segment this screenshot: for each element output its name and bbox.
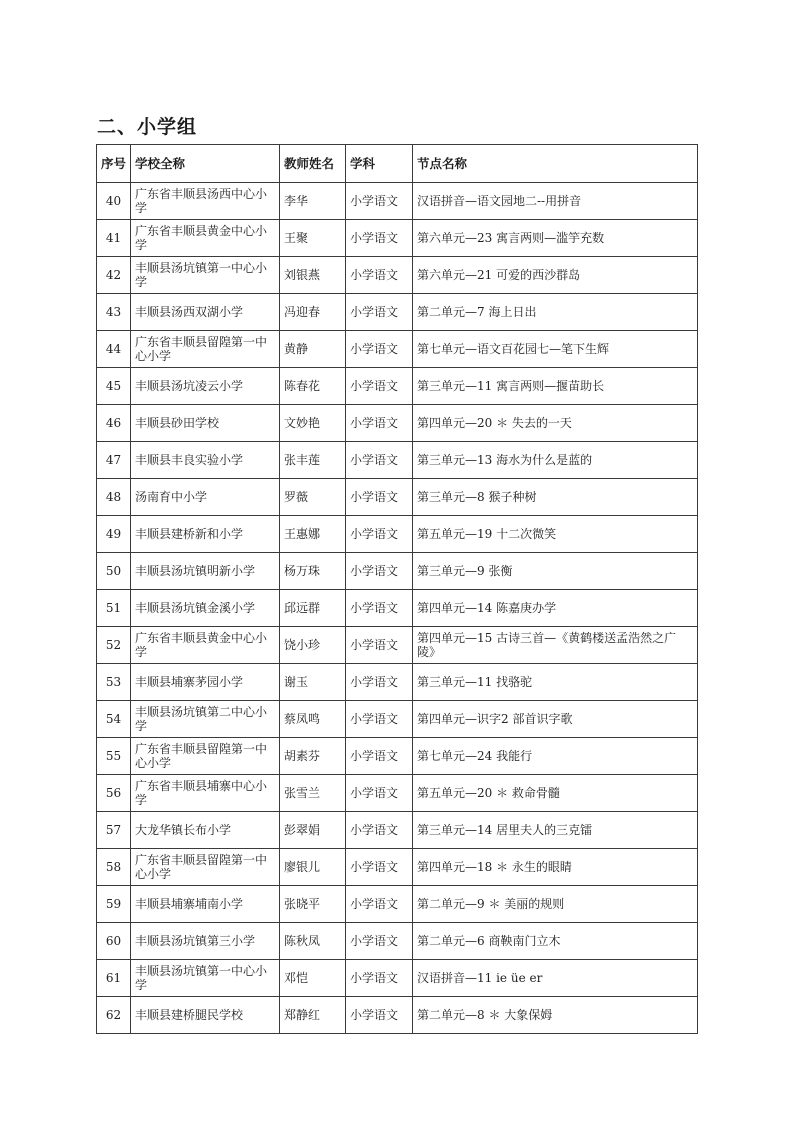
cell-lesson: 第四单元—18 ＊ 永生的眼睛 [413,849,698,886]
cell-teacher: 黄静 [280,331,346,368]
cell-school: 大龙华镇长布小学 [131,812,280,849]
cell-no: 51 [97,590,131,627]
cell-school: 丰顺县汤坑镇明新小学 [131,553,280,590]
cell-subject: 小学语文 [346,331,413,368]
cell-lesson: 第四单元—15 古诗三首—《黄鹤楼送孟浩然之广陵》 [413,627,698,664]
cell-lesson: 第四单元—识字2 部首识字歌 [413,701,698,738]
table-row [97,960,698,997]
cell-teacher: 彭翠娟 [280,812,346,849]
table-row [97,590,698,627]
table-row [97,183,698,220]
cell-no: 41 [97,220,131,257]
cell-lesson: 第二单元—8 ＊ 大象保姆 [413,997,698,1034]
cell-school: 广东省丰顺县留隍第一中心小学 [131,738,280,775]
table-row [97,294,698,331]
cell-school: 广东省丰顺县黄金中心小学 [131,220,280,257]
cell-school: 丰顺县埔寨茅园小学 [131,664,280,701]
cell-subject: 小学语文 [346,257,413,294]
cell-teacher: 谢玉 [280,664,346,701]
cell-subject: 小学语文 [346,553,413,590]
cell-no: 47 [97,442,131,479]
cell-subject: 小学语文 [346,183,413,220]
cell-school: 广东省丰顺县埔寨中心小学 [131,775,280,812]
cell-school: 广东省丰顺县黄金中心小学 [131,627,280,664]
cell-no: 44 [97,331,131,368]
cell-no: 57 [97,812,131,849]
cell-no: 46 [97,405,131,442]
cell-subject: 小学语文 [346,516,413,553]
cell-no: 62 [97,997,131,1034]
cell-teacher: 饶小珍 [280,627,346,664]
cell-no: 50 [97,553,131,590]
cell-lesson: 第二单元—9 ＊ 美丽的规则 [413,886,698,923]
cell-teacher: 邱远群 [280,590,346,627]
table-row [97,664,698,701]
table-row [97,849,698,886]
cell-teacher: 廖银儿 [280,849,346,886]
cell-teacher: 王惠娜 [280,516,346,553]
cell-lesson: 第四单元—20 ＊ 失去的一天 [413,405,698,442]
cell-no: 45 [97,368,131,405]
cell-school: 丰顺县丰良实验小学 [131,442,280,479]
cell-teacher: 刘银燕 [280,257,346,294]
cell-teacher: 冯迎春 [280,294,346,331]
cell-subject: 小学语文 [346,405,413,442]
cell-teacher: 蔡凤鸣 [280,701,346,738]
header-school: 学校全称 [131,145,280,183]
table-row [97,553,698,590]
table-row [97,701,698,738]
table-row [97,405,698,442]
cell-subject: 小学语文 [346,997,413,1034]
cell-subject: 小学语文 [346,960,413,997]
cell-subject: 小学语文 [346,664,413,701]
cell-lesson: 第三单元—11 寓言两则—揠苗助长 [413,368,698,405]
cell-lesson: 第七单元—语文百花园七—笔下生辉 [413,331,698,368]
cell-teacher: 胡素芬 [280,738,346,775]
cell-school: 广东省丰顺县留隍第一中心小学 [131,331,280,368]
cell-teacher: 张晓平 [280,886,346,923]
cell-no: 48 [97,479,131,516]
header-lesson: 节点名称 [413,145,698,183]
table-row [97,738,698,775]
table-row [97,479,698,516]
cell-lesson: 汉语拼音—11 ie üe er [413,960,698,997]
cell-subject: 小学语文 [346,294,413,331]
table-row [97,812,698,849]
cell-teacher: 文妙艳 [280,405,346,442]
table-row [97,886,698,923]
cell-school: 丰顺县汤坑镇第一中心小学 [131,257,280,294]
table-row [97,516,698,553]
cell-lesson: 第五单元—20 ＊ 救命骨髓 [413,775,698,812]
cell-school: 丰顺县建桥腿民学校 [131,997,280,1034]
cell-school: 广东省丰顺县汤西中心小学 [131,183,280,220]
cell-school: 丰顺县汤坑镇第二中心小学 [131,701,280,738]
cell-lesson: 第四单元—14 陈嘉庚办学 [413,590,698,627]
cell-school: 丰顺县汤坑凌云小学 [131,368,280,405]
cell-subject: 小学语文 [346,627,413,664]
cell-subject: 小学语文 [346,775,413,812]
cell-lesson: 第七单元—24 我能行 [413,738,698,775]
cell-school: 广东省丰顺县留隍第一中心小学 [131,849,280,886]
cell-school: 丰顺县建桥新和小学 [131,516,280,553]
cell-teacher: 杨万珠 [280,553,346,590]
cell-subject: 小学语文 [346,738,413,775]
cell-no: 53 [97,664,131,701]
cell-no: 61 [97,960,131,997]
cell-no: 60 [97,923,131,960]
cell-subject: 小学语文 [346,701,413,738]
cell-teacher: 张丰莲 [280,442,346,479]
cell-lesson: 第六单元—21 可爱的西沙群岛 [413,257,698,294]
cell-subject: 小学语文 [346,886,413,923]
cell-school: 丰顺县埔寨埔南小学 [131,886,280,923]
cell-lesson: 第三单元—9 张衡 [413,553,698,590]
cell-lesson: 汉语拼音—语文园地二--用拼音 [413,183,698,220]
cell-lesson: 第三单元—8 猴子种树 [413,479,698,516]
table-row [97,923,698,960]
cell-no: 59 [97,886,131,923]
cell-lesson: 第三单元—14 居里夫人的三克镭 [413,812,698,849]
cell-subject: 小学语文 [346,479,413,516]
section-title: 二、小学组 [97,116,198,138]
cell-school: 丰顺县汤西双湖小学 [131,294,280,331]
cell-school: 丰顺县砂田学校 [131,405,280,442]
cell-teacher: 陈春花 [280,368,346,405]
cell-teacher: 邓恺 [280,960,346,997]
table-header-row [97,145,698,183]
cell-subject: 小学语文 [346,368,413,405]
cell-lesson: 第三单元—11 找骆驼 [413,664,698,701]
table-body [97,183,698,1034]
cell-teacher: 张雪兰 [280,775,346,812]
cell-school: 丰顺县汤坑镇第三小学 [131,923,280,960]
cell-teacher: 陈秋凤 [280,923,346,960]
cell-no: 56 [97,775,131,812]
cell-lesson: 第五单元—19 十二次微笑 [413,516,698,553]
cell-teacher: 郑静红 [280,997,346,1034]
cell-subject: 小学语文 [346,812,413,849]
header-subject: 学科 [346,145,413,183]
cell-no: 54 [97,701,131,738]
header-teacher: 教师姓名 [280,145,346,183]
cell-no: 42 [97,257,131,294]
cell-no: 52 [97,627,131,664]
table-row [97,368,698,405]
cell-subject: 小学语文 [346,442,413,479]
cell-teacher: 王聚 [280,220,346,257]
cell-no: 49 [97,516,131,553]
table-row [97,775,698,812]
cell-teacher: 罗薇 [280,479,346,516]
header-no: 序号 [97,145,131,183]
cell-subject: 小学语文 [346,849,413,886]
table-row [97,442,698,479]
cell-lesson: 第二单元—6 商鞅南门立木 [413,923,698,960]
cell-no: 55 [97,738,131,775]
cell-subject: 小学语文 [346,923,413,960]
cell-no: 43 [97,294,131,331]
cell-school: 丰顺县汤坑镇金溪小学 [131,590,280,627]
cell-lesson: 第二单元—7 海上日出 [413,294,698,331]
cell-no: 40 [97,183,131,220]
table-row [97,627,698,664]
cell-subject: 小学语文 [346,590,413,627]
table-row [97,997,698,1034]
table-row [97,257,698,294]
table-row [97,220,698,257]
table-row [97,331,698,368]
cell-subject: 小学语文 [346,220,413,257]
cell-no: 58 [97,849,131,886]
cell-school: 汤南育中小学 [131,479,280,516]
cell-lesson: 第六单元—23 寓言两则—滥竽充数 [413,220,698,257]
cell-school: 丰顺县汤坑镇第一中心小学 [131,960,280,997]
cell-lesson: 第三单元—13 海水为什么是蓝的 [413,442,698,479]
cell-teacher: 李华 [280,183,346,220]
teacher-roster-table [96,144,698,1034]
